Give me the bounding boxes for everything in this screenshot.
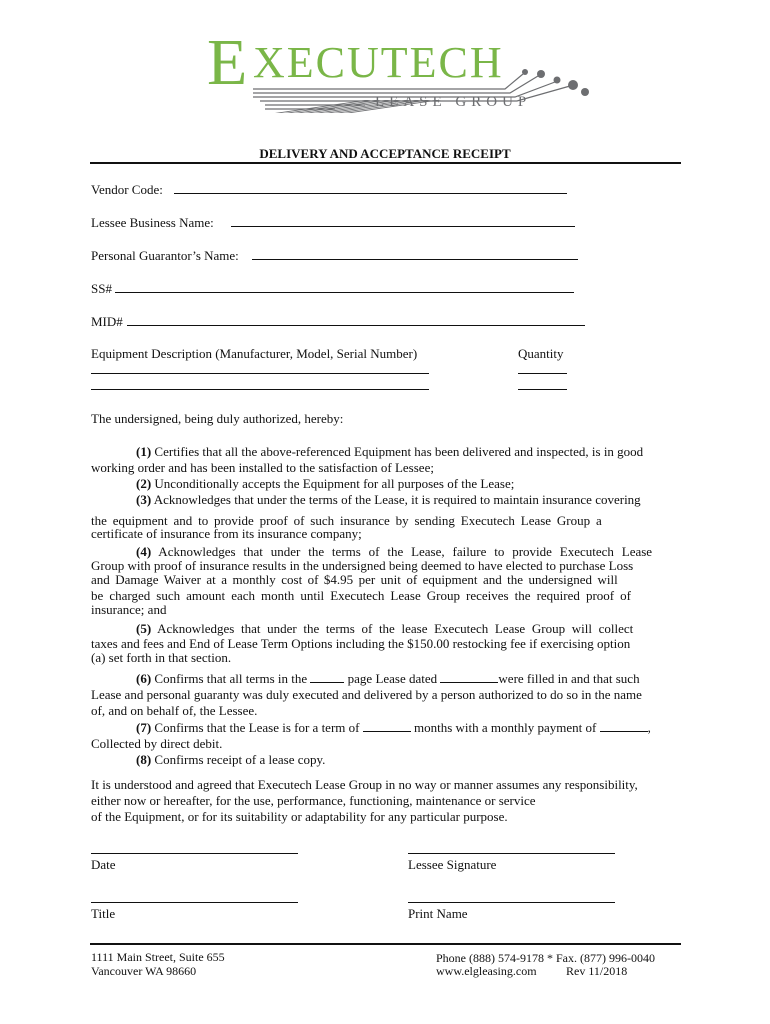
- clause-8: [136, 752, 325, 767]
- term-months-blank[interactable]: [363, 721, 411, 732]
- clause-number: (7): [136, 720, 152, 735]
- lessee-signature-label: Lessee Signature: [408, 857, 497, 872]
- clause-4-line-4: be charged such amount each month until Executech Lease Group receives the required proof of: [91, 588, 631, 603]
- intro-text: The undersigned, being duly authorized, hereby:: [91, 411, 344, 426]
- clause-text: Acknowledges that under the terms of the lease Executech Lease Group will collect: [151, 621, 634, 636]
- footer-address-1: 1111 Main Street, Suite 655: [91, 950, 225, 964]
- date-signature-line[interactable]: [91, 853, 298, 854]
- clause-3-line-3: certificate of insurance from its insurance company;: [91, 526, 362, 541]
- lessee-business-name-label: Lessee Business Name:: [91, 215, 214, 230]
- clause-text: Unconditionally accepts the Equipment for all purposes of the Lease;: [151, 476, 515, 491]
- clause-text: Acknowledges that under the terms of the Lease, failure to provide Executech Lease: [151, 544, 653, 559]
- clause-text: Acknowledges that under the terms of the Lease, it is required to maintain insurance covering: [151, 492, 641, 507]
- clause-text: Certifies that all the above-referenced Equipment has been delivered and inspected, is in good: [151, 444, 644, 459]
- page-count-blank[interactable]: [310, 672, 344, 683]
- title-rule: [90, 162, 681, 164]
- clause-6-line-3: of, and on behalf of, the Lessee.: [91, 703, 258, 718]
- personal-guarantor-field[interactable]: [252, 259, 578, 260]
- footer-contact: Phone (888) 574-9178 * Fax. (877) 996-0040: [436, 951, 655, 965]
- disclaimer-line-1: It is understood and agreed that Executech Lease Group in no way or manner assumes any responsibility,: [91, 777, 638, 792]
- clause-5-line-1: [136, 621, 633, 636]
- clause-2: [136, 476, 514, 491]
- mid-label: MID#: [91, 314, 123, 329]
- clause-text: Confirms receipt of a lease copy.: [151, 752, 326, 767]
- ss-field[interactable]: [115, 292, 574, 293]
- clause-5-line-2: taxes and fees and End of Lease Term Options including the $150.00 restocking fee if exercising option: [91, 636, 631, 651]
- clause-3-line-1: [136, 492, 641, 507]
- clause-3-line-2: the equipment and to provide proof of such insurance by sending Executech Lease Group a: [91, 513, 602, 528]
- quantity-label: Quantity: [518, 346, 564, 361]
- ss-label: SS#: [91, 281, 112, 296]
- logo-subtitle: LEASE GROUP: [375, 94, 532, 110]
- clause-1-line-1: [136, 444, 643, 459]
- clause-number: (3): [136, 492, 152, 507]
- disclaimer-line-3: of the Equipment, or for its suitability or adaptability for any particular purpose.: [91, 809, 508, 824]
- title-signature-line[interactable]: [91, 902, 298, 903]
- personal-guarantor-label: Personal Guarantor’s Name:: [91, 248, 239, 263]
- logo-initial: E: [207, 26, 249, 99]
- monthly-payment-blank[interactable]: [600, 721, 648, 732]
- equipment-line-2[interactable]: [91, 389, 429, 390]
- clause-number: (2): [136, 476, 152, 491]
- document-title: DELIVERY AND ACCEPTANCE RECEIPT: [259, 146, 511, 161]
- clause-5-line-3: (a) set forth in that section.: [91, 650, 232, 665]
- clause-4-line-1: [136, 544, 652, 559]
- footer-address-2: Vancouver WA 98660: [91, 964, 197, 978]
- clause-number: (5): [136, 621, 152, 636]
- clause-number: (4): [136, 544, 152, 559]
- vendor-code-label: Vendor Code:: [91, 182, 163, 197]
- quantity-line-1[interactable]: [518, 373, 567, 374]
- clause-number: (6): [136, 671, 152, 686]
- vendor-code-field[interactable]: [174, 193, 567, 194]
- footer-website[interactable]: www.elgleasing.com: [436, 964, 537, 978]
- lessee-business-name-field[interactable]: [231, 226, 575, 227]
- clause-text: were filled in and that such: [498, 671, 640, 686]
- footer-revision: Rev 11/2018: [566, 964, 628, 978]
- lease-date-blank[interactable]: [440, 672, 498, 683]
- footer-rule: [90, 943, 681, 945]
- quantity-line-2[interactable]: [518, 389, 567, 390]
- equipment-description-label: Equipment Description (Manufacturer, Model, Serial Number): [91, 346, 418, 361]
- clause-4-line-3: and Damage Waiver at a monthly cost of $4.95 per unit of equipment and the undersigned will: [91, 572, 618, 587]
- clause-text: Confirms that the Lease is for a term of: [151, 720, 363, 735]
- clause-6-line-1: [136, 671, 640, 686]
- clause-number: (8): [136, 752, 152, 767]
- print-name-label: Print Name: [408, 906, 468, 921]
- clause-4-line-5: insurance; and: [91, 602, 167, 617]
- clause-text: months with a monthly payment of: [410, 720, 600, 735]
- clause-text: page Lease dated: [344, 671, 441, 686]
- clause-text: Confirms that all terms in the: [151, 671, 311, 686]
- title-label: Title: [91, 906, 116, 921]
- clause-1-line-2: working order and has been installed to the satisfaction of Lessee;: [91, 460, 434, 475]
- clause-7-line-2: Collected by direct debit.: [91, 736, 223, 751]
- equipment-line-1[interactable]: [91, 373, 429, 374]
- clause-text: ,: [647, 720, 651, 735]
- logo-word: XECUTECH: [253, 38, 504, 87]
- clause-7-line-1: [136, 720, 651, 735]
- date-label: Date: [91, 857, 116, 872]
- clause-4-line-2: Group with proof of insurance results in the undersigned being deemed to have elected to purchase Loss: [91, 558, 634, 573]
- print-name-line[interactable]: [408, 902, 615, 903]
- clause-number: (1): [136, 444, 152, 459]
- mid-field[interactable]: [127, 325, 585, 326]
- disclaimer-line-2: either now or hereafter, for the use, performance, functioning, maintenance or service: [91, 793, 536, 808]
- company-logo: [205, 26, 605, 120]
- clause-6-line-2: Lease and personal guaranty was duly executed and delivered by a person authorized to do so in the name: [91, 687, 642, 702]
- lessee-signature-line[interactable]: [408, 853, 615, 854]
